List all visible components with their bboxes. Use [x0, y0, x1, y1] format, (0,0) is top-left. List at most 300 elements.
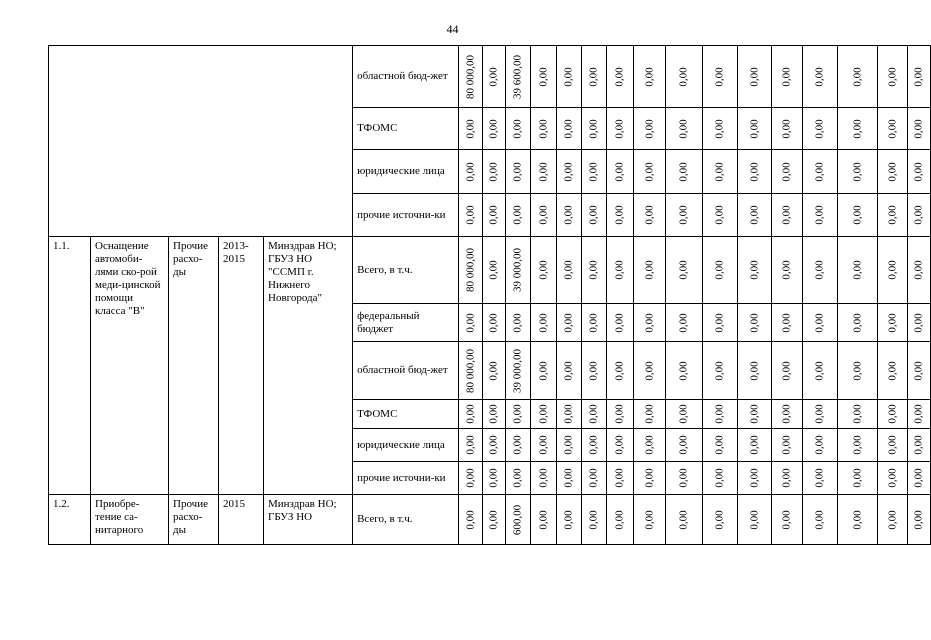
value-cell	[459, 46, 483, 108]
value-text: 0,00	[851, 360, 864, 381]
value-text: 0,00	[487, 161, 500, 182]
value-cell	[634, 108, 666, 150]
value-cell	[531, 108, 557, 150]
value-text: 0,00	[886, 468, 899, 488]
value-text: 0,00	[511, 118, 524, 139]
budget-table	[48, 45, 931, 545]
period: 2013-2015	[219, 237, 264, 495]
value-cell	[582, 429, 607, 462]
value-cell	[666, 304, 703, 342]
value-text: 0,00	[912, 404, 925, 424]
value-cell	[557, 194, 582, 237]
value-text: 0,00	[780, 161, 793, 182]
value-cell	[803, 194, 838, 237]
value-cell	[908, 46, 931, 108]
value-text: 0,00	[813, 509, 826, 530]
value-text: 0,00	[677, 509, 690, 530]
value-text: 0,00	[912, 161, 925, 182]
value-text: 0,00	[587, 404, 600, 424]
value-cell	[483, 108, 506, 150]
funding-source-label: областной бюд-жет	[353, 342, 459, 400]
value-cell	[666, 342, 703, 400]
value-text: 0,00	[487, 435, 500, 455]
value-cell	[582, 342, 607, 400]
funding-source-label: юридические лица	[353, 429, 459, 462]
value-text: 0,00	[780, 312, 793, 333]
value-text: 0,00	[562, 205, 575, 225]
value-text: 0,00	[511, 435, 524, 455]
value-cell	[483, 342, 506, 400]
value-cell	[878, 304, 908, 342]
value-text: 0,00	[886, 404, 899, 424]
value-cell	[838, 462, 878, 495]
value-cell	[703, 342, 738, 400]
value-text: 0,00	[537, 118, 550, 139]
value-cell	[459, 429, 483, 462]
value-cell	[634, 237, 666, 304]
value-text: 0,00	[562, 509, 575, 530]
value-cell	[506, 304, 531, 342]
value-text: 0,00	[886, 260, 899, 280]
value-cell	[634, 495, 666, 545]
value-text: 0,00	[587, 435, 600, 455]
value-text: 0,00	[487, 260, 500, 280]
value-text: 0,00	[613, 509, 626, 530]
value-cell	[582, 194, 607, 237]
value-cell	[666, 194, 703, 237]
value-text: 0,00	[487, 509, 500, 530]
value-text: 0,00	[537, 260, 550, 280]
value-cell	[838, 495, 878, 545]
value-text: 0,00	[562, 404, 575, 424]
value-text: 0,00	[851, 66, 864, 87]
value-cell	[738, 237, 772, 304]
value-text: 0,00	[537, 205, 550, 225]
funding-source-label: прочие источни-ки	[353, 462, 459, 495]
table-row	[49, 237, 931, 304]
value-cell	[557, 429, 582, 462]
value-text: 0,00	[677, 260, 690, 280]
value-cell	[483, 194, 506, 237]
value-text: 0,00	[886, 312, 899, 333]
value-text: 0,00	[643, 118, 656, 139]
value-text: 0,00	[713, 468, 726, 488]
value-cell	[838, 46, 878, 108]
value-cell	[582, 108, 607, 150]
value-cell	[908, 304, 931, 342]
value-text: 0,00	[677, 435, 690, 455]
value-cell	[772, 400, 803, 429]
value-cell	[878, 462, 908, 495]
funding-source-label: Всего, в т.ч.	[353, 495, 459, 545]
value-text: 0,00	[851, 404, 864, 424]
value-text: 0,00	[912, 435, 925, 455]
value-cell	[666, 150, 703, 194]
value-cell	[666, 495, 703, 545]
value-cell	[838, 342, 878, 400]
value-text: 0,00	[851, 205, 864, 225]
value-cell	[803, 108, 838, 150]
value-cell	[582, 237, 607, 304]
value-text: 0,00	[748, 360, 761, 381]
value-cell	[506, 495, 531, 545]
value-text: 0,00	[748, 260, 761, 280]
value-text: 80 000,00	[464, 248, 477, 292]
value-text: 0,00	[677, 312, 690, 333]
executor: Минздрав НО; ГБУЗ НО	[264, 495, 353, 545]
value-text: 0,00	[537, 468, 550, 488]
value-cell	[738, 462, 772, 495]
value-text: 0,00	[537, 66, 550, 87]
value-cell	[459, 150, 483, 194]
value-text: 0,00	[813, 205, 826, 225]
value-text: 0,00	[587, 312, 600, 333]
value-text: 0,00	[487, 404, 500, 424]
value-text: 0,00	[851, 260, 864, 280]
value-text: 0,00	[464, 118, 477, 139]
value-text: 0,00	[780, 509, 793, 530]
value-cell	[634, 462, 666, 495]
value-text: 0,00	[748, 435, 761, 455]
value-cell	[666, 429, 703, 462]
value-cell	[531, 342, 557, 400]
value-cell	[878, 400, 908, 429]
value-cell	[459, 304, 483, 342]
value-text: 0,00	[851, 118, 864, 139]
value-text: 80 000,00	[464, 54, 477, 99]
value-cell	[557, 400, 582, 429]
value-cell	[772, 462, 803, 495]
value-text: 0,00	[487, 205, 500, 225]
value-text: 0,00	[813, 468, 826, 488]
value-text: 0,00	[511, 468, 524, 488]
value-cell	[531, 194, 557, 237]
value-cell	[531, 150, 557, 194]
value-text: 0,00	[713, 260, 726, 280]
value-cell	[803, 342, 838, 400]
value-cell	[772, 342, 803, 400]
value-cell	[666, 108, 703, 150]
value-text: 0,00	[886, 66, 899, 87]
value-cell	[483, 304, 506, 342]
value-cell	[607, 304, 634, 342]
value-text: 0,00	[562, 260, 575, 280]
value-cell	[908, 400, 931, 429]
value-text: 0,00	[780, 468, 793, 488]
value-text: 0,00	[780, 435, 793, 455]
value-text: 0,00	[487, 66, 500, 87]
value-cell	[738, 108, 772, 150]
value-cell	[483, 495, 506, 545]
value-text: 0,00	[587, 260, 600, 280]
value-text: 0,00	[677, 404, 690, 424]
value-text: 0,00	[713, 118, 726, 139]
value-cell	[908, 108, 931, 150]
value-text: 0,00	[912, 468, 925, 488]
value-text: 0,00	[912, 66, 925, 87]
value-text: 0,00	[464, 509, 477, 530]
value-cell	[459, 237, 483, 304]
value-text: 0,00	[886, 161, 899, 182]
value-cell	[483, 400, 506, 429]
value-text: 0,00	[537, 509, 550, 530]
value-text: 0,00	[643, 66, 656, 87]
value-cell	[703, 429, 738, 462]
value-text: 0,00	[677, 360, 690, 381]
value-text: 0,00	[912, 205, 925, 225]
value-cell	[908, 150, 931, 194]
value-cell	[838, 237, 878, 304]
value-cell	[772, 108, 803, 150]
value-text: 0,00	[613, 404, 626, 424]
value-text: 0,00	[886, 509, 899, 530]
value-cell	[607, 194, 634, 237]
value-text: 0,00	[487, 118, 500, 139]
funding-source-label: прочие источни-ки	[353, 194, 459, 237]
value-text: 0,00	[748, 205, 761, 225]
value-text: 0,00	[813, 404, 826, 424]
item-number: 1.2.	[49, 495, 91, 545]
value-cell	[531, 304, 557, 342]
value-cell	[506, 237, 531, 304]
value-text: 0,00	[748, 118, 761, 139]
value-cell	[908, 462, 931, 495]
value-text: 0,00	[562, 435, 575, 455]
value-cell	[557, 304, 582, 342]
value-cell	[803, 400, 838, 429]
value-cell	[838, 400, 878, 429]
value-cell	[634, 342, 666, 400]
value-cell	[666, 462, 703, 495]
value-text: 0,00	[613, 161, 626, 182]
value-text: 0,00	[562, 66, 575, 87]
value-cell	[772, 150, 803, 194]
value-text: 0,00	[587, 468, 600, 488]
value-text: 0,00	[748, 404, 761, 424]
value-cell	[703, 462, 738, 495]
value-cell	[582, 304, 607, 342]
item-number: 1.1.	[49, 237, 91, 495]
value-cell	[703, 108, 738, 150]
table-row	[49, 46, 931, 108]
value-cell	[557, 150, 582, 194]
value-text: 0,00	[912, 312, 925, 333]
value-cell	[582, 462, 607, 495]
value-text: 0,00	[643, 435, 656, 455]
value-cell	[506, 194, 531, 237]
value-text: 0,00	[562, 118, 575, 139]
value-text: 0,00	[643, 205, 656, 225]
item-name: Оснащение автомоби-лями ско-рой меди-цинской помощи класса "B"	[91, 237, 169, 495]
value-cell	[838, 194, 878, 237]
value-cell	[531, 462, 557, 495]
value-text: 0,00	[537, 435, 550, 455]
value-text: 0,00	[851, 509, 864, 530]
value-cell	[506, 342, 531, 400]
value-cell	[459, 342, 483, 400]
value-text: 0,00	[464, 435, 477, 455]
funding-source-label: ТФОМС	[353, 108, 459, 150]
value-cell	[838, 304, 878, 342]
value-cell	[772, 304, 803, 342]
value-cell	[738, 150, 772, 194]
expense-type: Прочие расхо-ды	[169, 237, 219, 495]
value-text: 0,00	[851, 435, 864, 455]
value-text: 39 600,00	[511, 54, 524, 99]
value-cell	[803, 495, 838, 545]
value-text: 0,00	[613, 312, 626, 333]
value-text: 0,00	[780, 404, 793, 424]
funding-source-label: ТФОМС	[353, 400, 459, 429]
value-text: 0,00	[713, 161, 726, 182]
value-cell	[607, 495, 634, 545]
value-text: 0,00	[677, 468, 690, 488]
value-cell	[582, 150, 607, 194]
value-cell	[582, 400, 607, 429]
value-text: 0,00	[780, 66, 793, 87]
value-cell	[772, 194, 803, 237]
value-cell	[531, 495, 557, 545]
value-text: 0,00	[643, 404, 656, 424]
value-text: 0,00	[511, 161, 524, 182]
value-cell	[531, 46, 557, 108]
value-text: 0,00	[748, 468, 761, 488]
value-text: 0,00	[748, 66, 761, 87]
value-cell	[607, 46, 634, 108]
value-cell	[908, 429, 931, 462]
value-cell	[703, 194, 738, 237]
value-cell	[459, 108, 483, 150]
value-text: 0,00	[587, 118, 600, 139]
value-cell	[772, 429, 803, 462]
value-text: 600,00	[511, 504, 524, 535]
value-cell	[506, 462, 531, 495]
value-text: 0,00	[613, 118, 626, 139]
value-text: 0,00	[562, 360, 575, 381]
value-cell	[582, 46, 607, 108]
value-cell	[838, 150, 878, 194]
table-row	[49, 495, 931, 545]
value-text: 0,00	[813, 435, 826, 455]
value-text: 0,00	[464, 404, 477, 424]
value-cell	[878, 495, 908, 545]
value-cell	[908, 342, 931, 400]
value-text: 0,00	[748, 161, 761, 182]
value-text: 0,00	[537, 161, 550, 182]
value-cell	[459, 194, 483, 237]
value-text: 0,00	[613, 468, 626, 488]
value-text: 0,00	[511, 312, 524, 333]
value-cell	[607, 108, 634, 150]
value-cell	[634, 429, 666, 462]
value-text: 0,00	[537, 404, 550, 424]
value-text: 0,00	[487, 312, 500, 333]
value-cell	[738, 400, 772, 429]
value-cell	[772, 237, 803, 304]
value-text: 0,00	[511, 404, 524, 424]
value-cell	[878, 342, 908, 400]
value-cell	[878, 150, 908, 194]
value-cell	[483, 462, 506, 495]
value-cell	[908, 237, 931, 304]
value-text: 0,00	[677, 205, 690, 225]
value-text: 0,00	[748, 509, 761, 530]
value-cell	[483, 46, 506, 108]
value-text: 0,00	[643, 312, 656, 333]
value-text: 0,00	[643, 509, 656, 530]
value-cell	[703, 304, 738, 342]
value-cell	[506, 150, 531, 194]
value-cell	[738, 194, 772, 237]
value-cell	[557, 342, 582, 400]
value-text: 0,00	[613, 260, 626, 280]
value-text: 0,00	[537, 312, 550, 333]
value-cell	[459, 462, 483, 495]
value-cell	[557, 46, 582, 108]
value-text: 0,00	[813, 260, 826, 280]
value-cell	[506, 429, 531, 462]
value-text: 0,00	[780, 360, 793, 381]
value-cell	[803, 150, 838, 194]
value-cell	[908, 495, 931, 545]
funding-source-label: федеральный бюджет	[353, 304, 459, 342]
value-text: 0,00	[613, 435, 626, 455]
value-cell	[483, 150, 506, 194]
value-text: 0,00	[562, 312, 575, 333]
value-text: 0,00	[851, 161, 864, 182]
value-text: 0,00	[487, 360, 500, 381]
value-cell	[803, 304, 838, 342]
value-text: 0,00	[713, 312, 726, 333]
value-cell	[557, 237, 582, 304]
value-cell	[506, 46, 531, 108]
value-text: 0,00	[886, 205, 899, 225]
value-cell	[703, 150, 738, 194]
value-cell	[607, 150, 634, 194]
value-text: 0,00	[713, 205, 726, 225]
value-text: 0,00	[643, 260, 656, 280]
value-cell	[506, 400, 531, 429]
value-cell	[459, 495, 483, 545]
value-text: 0,00	[562, 468, 575, 488]
value-text: 80 000,00	[464, 348, 477, 393]
value-cell	[666, 400, 703, 429]
value-text: 39 000,00	[511, 348, 524, 393]
funding-source-label: областной бюд-жет	[353, 46, 459, 108]
page-number: 44	[446, 22, 459, 36]
value-text: 0,00	[464, 205, 477, 225]
value-cell	[607, 429, 634, 462]
value-text: 0,00	[886, 118, 899, 139]
value-text: 0,00	[713, 66, 726, 87]
value-text: 0,00	[813, 66, 826, 87]
value-text: 0,00	[886, 435, 899, 455]
value-text: 0,00	[613, 360, 626, 381]
value-cell	[878, 108, 908, 150]
value-cell	[772, 495, 803, 545]
value-cell	[772, 46, 803, 108]
value-cell	[703, 400, 738, 429]
value-text: 0,00	[851, 312, 864, 333]
value-cell	[703, 237, 738, 304]
value-cell	[557, 495, 582, 545]
period: 2015	[219, 495, 264, 545]
value-text: 0,00	[487, 468, 500, 488]
value-text: 0,00	[912, 509, 925, 530]
value-cell	[878, 46, 908, 108]
executor: Минздрав НО; ГБУЗ НО "ССМП г. Нижнего Новгорода"	[264, 237, 353, 495]
expense-type: Прочие расхо-ды	[169, 495, 219, 545]
